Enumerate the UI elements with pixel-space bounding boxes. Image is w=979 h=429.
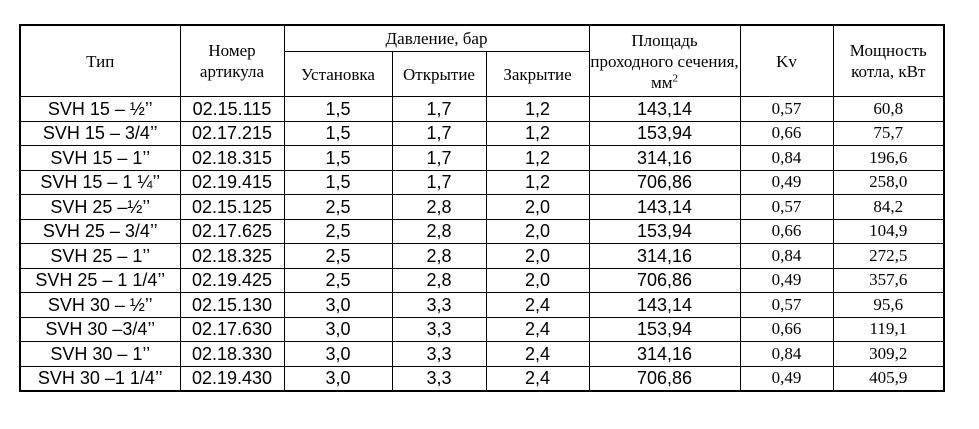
cell-power: 75,7 bbox=[833, 121, 944, 146]
cell-type: SVH 25 – 1’’ bbox=[20, 244, 180, 269]
cell-setting: 3,0 bbox=[284, 342, 392, 367]
header-area-sup: 2 bbox=[672, 71, 679, 84]
cell-area: 153,94 bbox=[589, 317, 740, 342]
cell-power: 405,9 bbox=[833, 366, 944, 391]
cell-article: 02.19.415 bbox=[180, 170, 284, 195]
cell-opening: 2,8 bbox=[392, 244, 486, 269]
cell-closing: 2,0 bbox=[486, 195, 589, 220]
cell-setting: 2,5 bbox=[284, 195, 392, 220]
cell-setting: 1,5 bbox=[284, 146, 392, 171]
table-row bbox=[20, 293, 944, 318]
cell-power: 84,2 bbox=[833, 195, 944, 220]
cell-article: 02.18.315 bbox=[180, 146, 284, 171]
cell-kv: 0,49 bbox=[740, 268, 833, 293]
cell-type: SVH 15 – 1 ¼’’ bbox=[20, 170, 180, 195]
cell-kv: 0,57 bbox=[740, 293, 833, 318]
cell-closing: 2,4 bbox=[486, 317, 589, 342]
cell-area: 143,14 bbox=[589, 97, 740, 122]
cell-type: SVH 30 – 1’’ bbox=[20, 342, 180, 367]
cell-kv: 0,57 bbox=[740, 195, 833, 220]
table-row bbox=[20, 146, 944, 171]
cell-area: 314,16 bbox=[589, 146, 740, 171]
cell-article: 02.15.130 bbox=[180, 293, 284, 318]
cell-type: SVH 15 – ½’’ bbox=[20, 97, 180, 122]
header-area bbox=[589, 25, 740, 97]
cell-article: 02.18.330 bbox=[180, 342, 284, 367]
cell-area: 706,86 bbox=[589, 366, 740, 391]
cell-setting: 1,5 bbox=[284, 121, 392, 146]
header-closing: Закрытие bbox=[486, 52, 589, 97]
table-row bbox=[20, 317, 944, 342]
cell-power: 95,6 bbox=[833, 293, 944, 318]
cell-setting: 1,5 bbox=[284, 170, 392, 195]
cell-opening: 2,8 bbox=[392, 268, 486, 293]
table-row bbox=[20, 121, 944, 146]
cell-kv: 0,49 bbox=[740, 170, 833, 195]
cell-article: 02.19.425 bbox=[180, 268, 284, 293]
cell-article: 02.15.115 bbox=[180, 97, 284, 122]
cell-setting: 3,0 bbox=[284, 293, 392, 318]
cell-area: 314,16 bbox=[589, 342, 740, 367]
valve-spec-table bbox=[19, 24, 945, 392]
header-article: Номер артикула bbox=[180, 25, 284, 97]
cell-opening: 1,7 bbox=[392, 146, 486, 171]
header-power: Мощность котла, кВт bbox=[833, 25, 944, 97]
cell-article: 02.17.630 bbox=[180, 317, 284, 342]
cell-closing: 2,0 bbox=[486, 219, 589, 244]
cell-opening: 1,7 bbox=[392, 121, 486, 146]
cell-opening: 1,7 bbox=[392, 170, 486, 195]
cell-closing: 2,0 bbox=[486, 268, 589, 293]
cell-setting: 2,5 bbox=[284, 244, 392, 269]
table-row bbox=[20, 170, 944, 195]
cell-kv: 0,66 bbox=[740, 317, 833, 342]
cell-type: SVH 25 – 3/4’’ bbox=[20, 219, 180, 244]
table-body bbox=[20, 97, 944, 392]
cell-setting: 3,0 bbox=[284, 317, 392, 342]
cell-setting: 2,5 bbox=[284, 268, 392, 293]
cell-kv: 0,49 bbox=[740, 366, 833, 391]
cell-power: 258,0 bbox=[833, 170, 944, 195]
cell-opening: 1,7 bbox=[392, 97, 486, 122]
cell-closing: 2,0 bbox=[486, 244, 589, 269]
table-container bbox=[19, 24, 945, 392]
cell-setting: 3,0 bbox=[284, 366, 392, 391]
cell-closing: 1,2 bbox=[486, 121, 589, 146]
cell-closing: 1,2 bbox=[486, 97, 589, 122]
cell-kv: 0,66 bbox=[740, 121, 833, 146]
cell-kv: 0,84 bbox=[740, 146, 833, 171]
table-row bbox=[20, 366, 944, 391]
table-row bbox=[20, 195, 944, 220]
header-kv: Kv bbox=[740, 25, 833, 97]
cell-power: 309,2 bbox=[833, 342, 944, 367]
cell-article: 02.15.125 bbox=[180, 195, 284, 220]
cell-type: SVH 15 – 1’’ bbox=[20, 146, 180, 171]
cell-type: SVH 15 – 3/4’’ bbox=[20, 121, 180, 146]
cell-type: SVH 30 –1 1/4’’ bbox=[20, 366, 180, 391]
header-pressure: Давление, бар bbox=[284, 25, 589, 52]
cell-area: 706,86 bbox=[589, 170, 740, 195]
cell-type: SVH 25 – 1 1/4’’ bbox=[20, 268, 180, 293]
table-row bbox=[20, 244, 944, 269]
table-row bbox=[20, 97, 944, 122]
header-opening: Открытие bbox=[392, 52, 486, 97]
cell-power: 60,8 bbox=[833, 97, 944, 122]
cell-power: 104,9 bbox=[833, 219, 944, 244]
header-row-1 bbox=[20, 25, 944, 52]
cell-closing: 1,2 bbox=[486, 146, 589, 171]
table-row bbox=[20, 268, 944, 293]
cell-closing: 1,2 bbox=[486, 170, 589, 195]
cell-setting: 2,5 bbox=[284, 219, 392, 244]
cell-setting: 1,5 bbox=[284, 97, 392, 122]
header-type: Тип bbox=[20, 25, 180, 97]
cell-power: 357,6 bbox=[833, 268, 944, 293]
header-area-text: Площадь проходного сечения, мм bbox=[590, 30, 739, 92]
cell-article: 02.18.325 bbox=[180, 244, 284, 269]
cell-kv: 0,84 bbox=[740, 342, 833, 367]
cell-opening: 2,8 bbox=[392, 195, 486, 220]
cell-type: SVH 30 – ½’’ bbox=[20, 293, 180, 318]
cell-type: SVH 30 –3/4’’ bbox=[20, 317, 180, 342]
cell-closing: 2,4 bbox=[486, 342, 589, 367]
cell-area: 706,86 bbox=[589, 268, 740, 293]
table-row bbox=[20, 219, 944, 244]
cell-area: 153,94 bbox=[589, 219, 740, 244]
cell-opening: 3,3 bbox=[392, 317, 486, 342]
table-row bbox=[20, 342, 944, 367]
cell-power: 196,6 bbox=[833, 146, 944, 171]
cell-closing: 2,4 bbox=[486, 366, 589, 391]
cell-power: 272,5 bbox=[833, 244, 944, 269]
cell-closing: 2,4 bbox=[486, 293, 589, 318]
cell-area: 153,94 bbox=[589, 121, 740, 146]
cell-opening: 3,3 bbox=[392, 366, 486, 391]
header-setting: Установка bbox=[284, 52, 392, 97]
cell-opening: 3,3 bbox=[392, 342, 486, 367]
cell-area: 314,16 bbox=[589, 244, 740, 269]
cell-article: 02.17.625 bbox=[180, 219, 284, 244]
cell-area: 143,14 bbox=[589, 195, 740, 220]
cell-opening: 2,8 bbox=[392, 219, 486, 244]
cell-kv: 0,84 bbox=[740, 244, 833, 269]
cell-article: 02.19.430 bbox=[180, 366, 284, 391]
cell-opening: 3,3 bbox=[392, 293, 486, 318]
cell-area: 143,14 bbox=[589, 293, 740, 318]
cell-power: 119,1 bbox=[833, 317, 944, 342]
cell-kv: 0,66 bbox=[740, 219, 833, 244]
cell-kv: 0,57 bbox=[740, 97, 833, 122]
cell-type: SVH 25 –½’’ bbox=[20, 195, 180, 220]
cell-article: 02.17.215 bbox=[180, 121, 284, 146]
